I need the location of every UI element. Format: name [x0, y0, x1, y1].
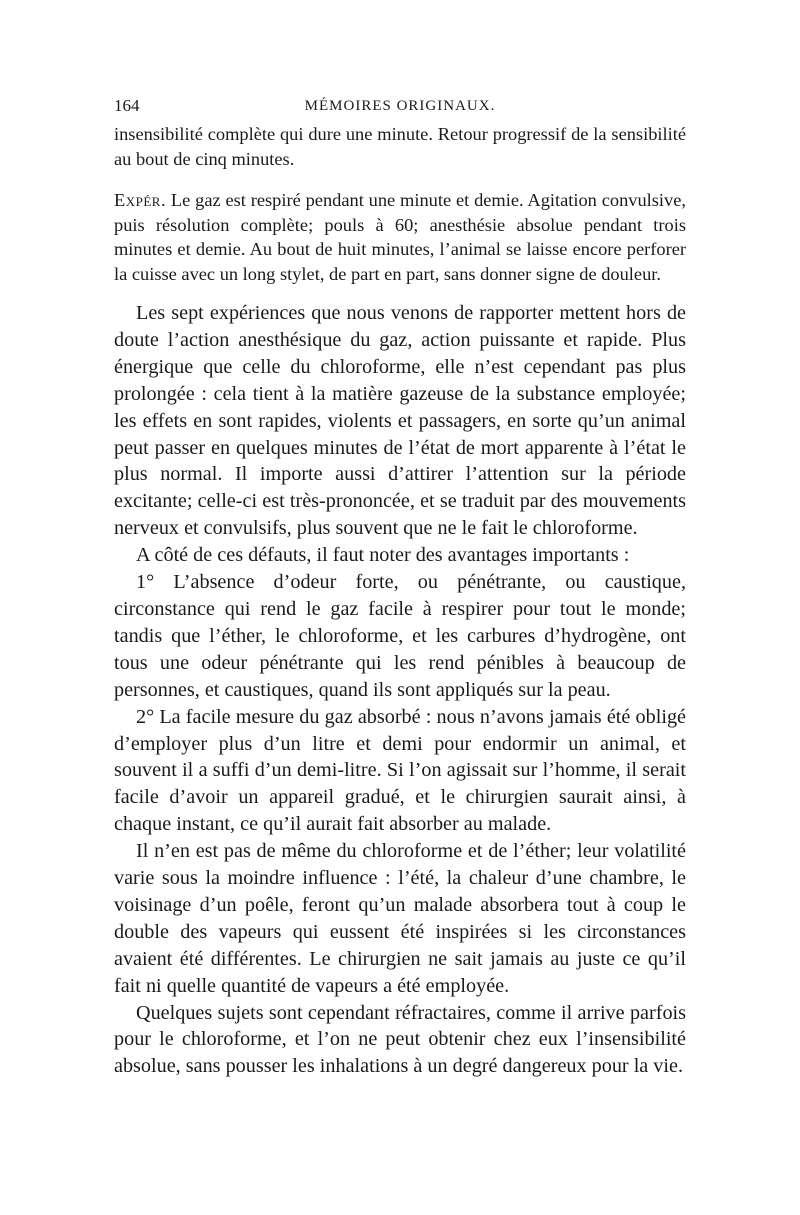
running-title: MÉMOIRES ORIGINAUX.	[304, 98, 496, 114]
page-number: 164	[114, 96, 140, 115]
running-head	[114, 96, 686, 122]
body-paragraph-4: 2° La facile mesure du gaz absorbé : nous n’avons jamais été obligé d’employer plus d’un litre et demi pour endormir un animal, et souvent il a suffi d’un demi-litre. Si l’on agissait sur l’homme, il serait facile d’avoir un appareil gradué, et le chirurgien saurait ainsi, à chaque instant, ce qu’il aurait fait absorber au malade.	[114, 705, 686, 836]
experiment-paragraph	[114, 188, 686, 286]
body-paragraph-1: Les sept expériences que nous venons de rapporter mettent hors de doute l’action anesthésique du gaz, action puissante et rapide. Plus énergique que celle du chloroforme, elle n’est cependant pas plus prolongée : cela tient à la matière gazeuse de la substance employée; les effets en sont rapides, violents et passagers, en sorte qu’un animal peut passer en quelques minutes de l’état de mort apparente à l’état le plus normal. Il importe aussi d’attirer l’attention sur la période excitante; celle-ci est très-prononcée, et se traduit par des mouvements nerveux et convulsifs, plus souvent que ne le fait le chloroforme.	[114, 302, 686, 540]
experiment-text: Le gaz est respiré pendant une minute et demie. Agitation convulsive, puis résolution complète; pouls à 60; anesthésie absolue pendant trois minutes et demie. Au bout de huit minutes, l’animal se laisse encore perforer la cuisse avec un long stylet, de part en part, sans donner signe de douleur.	[114, 190, 686, 284]
body-paragraph-6: Quelques sujets sont cependant réfractaires, comme il arrive parfois pour le chloroforme, et l’on ne peut obtenir chez eux l’insensibilité absolue, sans pousser les inhalations à un degré dangereux pour la vie.	[114, 1001, 686, 1078]
body-paragraph-5: Il n’en est pas de même du chloroforme et de l’éther; leur volatilité varie sous la moindre influence : l’été, la chaleur d’une chambre, le voisinage d’un poêle, feront qu’un malade absorbera tout à coup le double des vapeurs qui eussent été inspirées si les circonstances avaient été différentes. Le chirurgien ne sait jamais au juste ce qu’il fait ni quelle quantité de vapeurs a été employée.	[114, 840, 686, 997]
body-paragraph-2: A côté de ces défauts, il faut noter des avantages importants :	[136, 544, 630, 567]
continuation-paragraph: insensibilité complète qui dure une minute. Retour progressif de la sensibilité au bout de cinq minutes.	[114, 124, 686, 169]
experiment-label: Expér.	[114, 190, 167, 210]
book-page	[114, 96, 686, 1080]
body-paragraph-3: 1° L’absence d’odeur forte, ou pénétrante, ou caustique, circonstance qui rend le gaz facile à respirer pour tout le monde; tandis que l’éther, le chloroforme, et les carbures d’hydrogène, ont tous une odeur pénétrante qui les rend pénibles à beaucoup de personnes, et caustiques, quand ils sont appliqués sur la peau.	[114, 571, 686, 701]
